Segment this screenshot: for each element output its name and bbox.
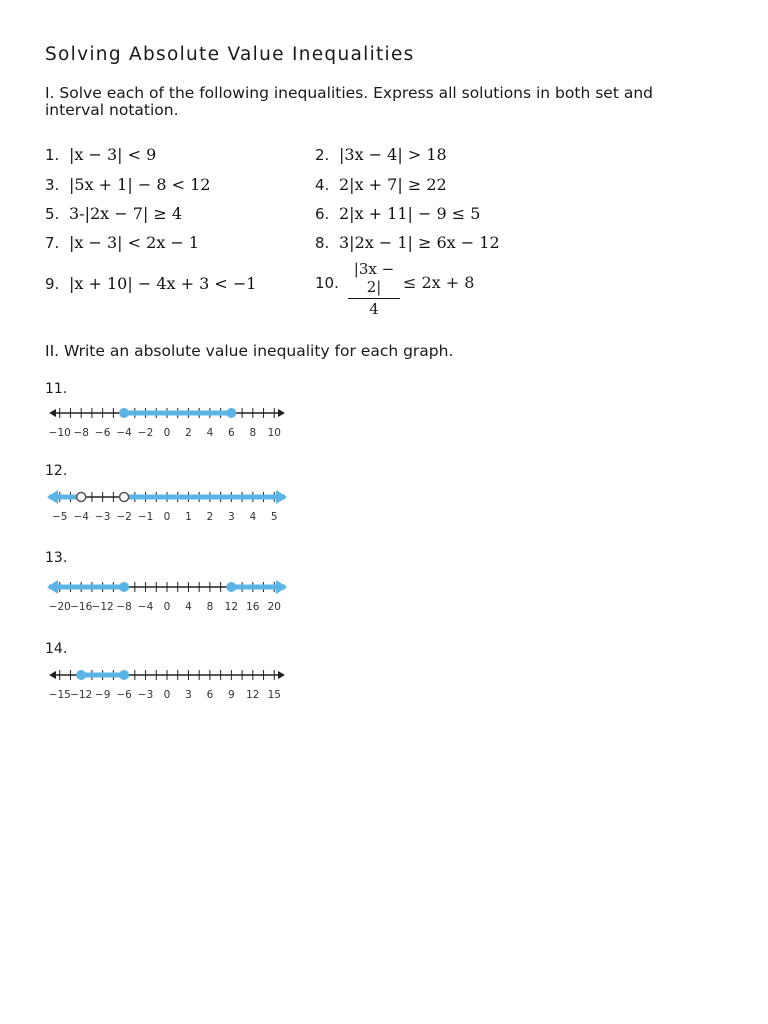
- part1-instructions: I. Solve each of the following inequalities. Express all solutions in both set and interval notation.: [45, 84, 653, 119]
- problem-number: 4.: [315, 176, 330, 194]
- problem-3: [45, 175, 210, 194]
- graph-14-label: 14.: [45, 641, 68, 657]
- shade-arrow-right-icon: [276, 580, 287, 594]
- problem-number: 8.: [315, 234, 330, 252]
- graph-12-label: 12.: [45, 463, 68, 479]
- tick-label: −6: [116, 689, 132, 701]
- arrow-left-icon: [49, 409, 56, 417]
- tick-label: 0: [163, 601, 171, 613]
- tick-label: −10: [48, 427, 71, 439]
- tick-label: 9: [228, 689, 235, 701]
- tick-label: −3: [137, 689, 154, 701]
- tick-label: 12: [246, 689, 260, 701]
- tick-label: −5: [51, 511, 68, 523]
- problem-expression: 3|2x − 1| ≥ 6x − 12: [339, 233, 500, 252]
- page-title: Solving Absolute Value Inequalities: [45, 44, 415, 65]
- problem-expression: 3-|2x − 7| ≥ 4: [69, 204, 183, 223]
- problem-number: 6.: [315, 205, 330, 223]
- problem-10-rest: ≤ 2x + 8: [403, 273, 475, 292]
- tick-label: 16: [246, 601, 260, 613]
- tick-label: −15: [48, 689, 71, 701]
- tick-label: −4: [116, 427, 132, 439]
- problem-expression: |3x − 4| > 18: [339, 145, 447, 164]
- open-endpoint: [77, 493, 86, 502]
- tick-label: 6: [206, 689, 214, 701]
- closed-endpoint: [120, 671, 129, 680]
- tick-label: 8: [249, 427, 257, 439]
- closed-endpoint: [120, 409, 129, 418]
- tick-label: 0: [163, 511, 171, 523]
- arrow-right-icon: [278, 671, 285, 679]
- tick-label: 2: [206, 511, 214, 523]
- problem-number: 3.: [45, 176, 60, 194]
- tick-label: −16: [70, 601, 93, 613]
- tick-label: 20: [267, 601, 281, 613]
- tick-label: −20: [48, 601, 71, 613]
- tick-label: 3: [228, 511, 235, 523]
- tick-label: −8: [73, 427, 89, 439]
- number-line-11: [45, 402, 290, 438]
- shade-arrow-right-icon: [276, 490, 287, 504]
- problem-9: [45, 274, 256, 293]
- problem-5: [45, 204, 182, 223]
- shade-arrow-left-icon: [47, 580, 58, 594]
- number-line-12: [45, 486, 290, 522]
- problem-4: [315, 175, 447, 194]
- closed-endpoint: [120, 583, 129, 592]
- tick-label: 2: [185, 427, 192, 439]
- tick-label: −8: [116, 601, 132, 613]
- problem-expression: |x + 10| − 4x + 3 < −1: [69, 274, 257, 293]
- tick-label: 5: [270, 511, 278, 523]
- closed-endpoint: [77, 671, 86, 680]
- closed-endpoint: [227, 583, 236, 592]
- tick-label: 0: [163, 427, 171, 439]
- tick-label: 15: [267, 689, 281, 701]
- tick-label: −6: [94, 427, 111, 439]
- problem-number: 1.: [45, 146, 60, 164]
- tick-label: −4: [137, 601, 154, 613]
- tick-label: 8: [206, 601, 214, 613]
- tick-label: −2: [137, 427, 154, 439]
- shade-arrow-left-icon: [47, 490, 58, 504]
- problem-expression: |5x + 1| − 8 < 12: [69, 175, 211, 194]
- arrow-left-icon: [49, 671, 56, 679]
- number-line-14: [45, 664, 290, 700]
- tick-label: −1: [137, 511, 154, 523]
- open-endpoint: [120, 493, 129, 502]
- problem-number: 10.: [315, 274, 339, 292]
- problem-expression: |x − 3| < 2x − 1: [69, 233, 200, 252]
- tick-label: −12: [70, 689, 93, 701]
- tick-label: 10: [267, 427, 281, 439]
- tick-label: 0: [163, 689, 171, 701]
- tick-label: −3: [94, 511, 111, 523]
- problem-expression: |x − 3| < 9: [69, 145, 157, 164]
- tick-label: 6: [228, 427, 235, 439]
- tick-label: 4: [206, 427, 214, 439]
- graph-11-label: 11.: [45, 381, 68, 397]
- problem-expression: 2|x + 11| − 9 ≤ 5: [339, 204, 481, 223]
- arrow-right-icon: [278, 409, 285, 417]
- tick-label: 4: [249, 511, 257, 523]
- closed-endpoint: [227, 409, 236, 418]
- tick-label: 12: [224, 601, 239, 613]
- number-line-13: [45, 576, 290, 612]
- problem-number: 7.: [45, 234, 60, 252]
- problem-1: [45, 145, 156, 164]
- problem-7: [45, 233, 199, 252]
- tick-label: 3: [185, 689, 192, 701]
- problem-2: [315, 145, 447, 164]
- fraction-numerator: |3x − 2|: [348, 260, 400, 299]
- problem-number: 5.: [45, 205, 60, 223]
- problem-6: [315, 204, 480, 223]
- tick-label: 1: [185, 511, 192, 523]
- problem-expression: 2|x + 7| ≥ 22: [339, 175, 447, 194]
- problem-10-fraction: [348, 260, 400, 318]
- graph-13-label: 13.: [45, 550, 68, 566]
- problem-number: 2.: [315, 146, 330, 164]
- tick-label: −4: [73, 511, 89, 523]
- fraction-denominator: 4: [369, 300, 379, 318]
- tick-label: −9: [94, 689, 111, 701]
- problem-number: 9.: [45, 275, 60, 293]
- part2-instructions: II. Write an absolute value inequality for each graph.: [45, 342, 454, 360]
- tick-label: −2: [116, 511, 132, 523]
- tick-label: −12: [91, 601, 114, 613]
- problem-8: [315, 233, 500, 252]
- tick-label: 4: [185, 601, 192, 613]
- problem-10-number: [315, 274, 339, 292]
